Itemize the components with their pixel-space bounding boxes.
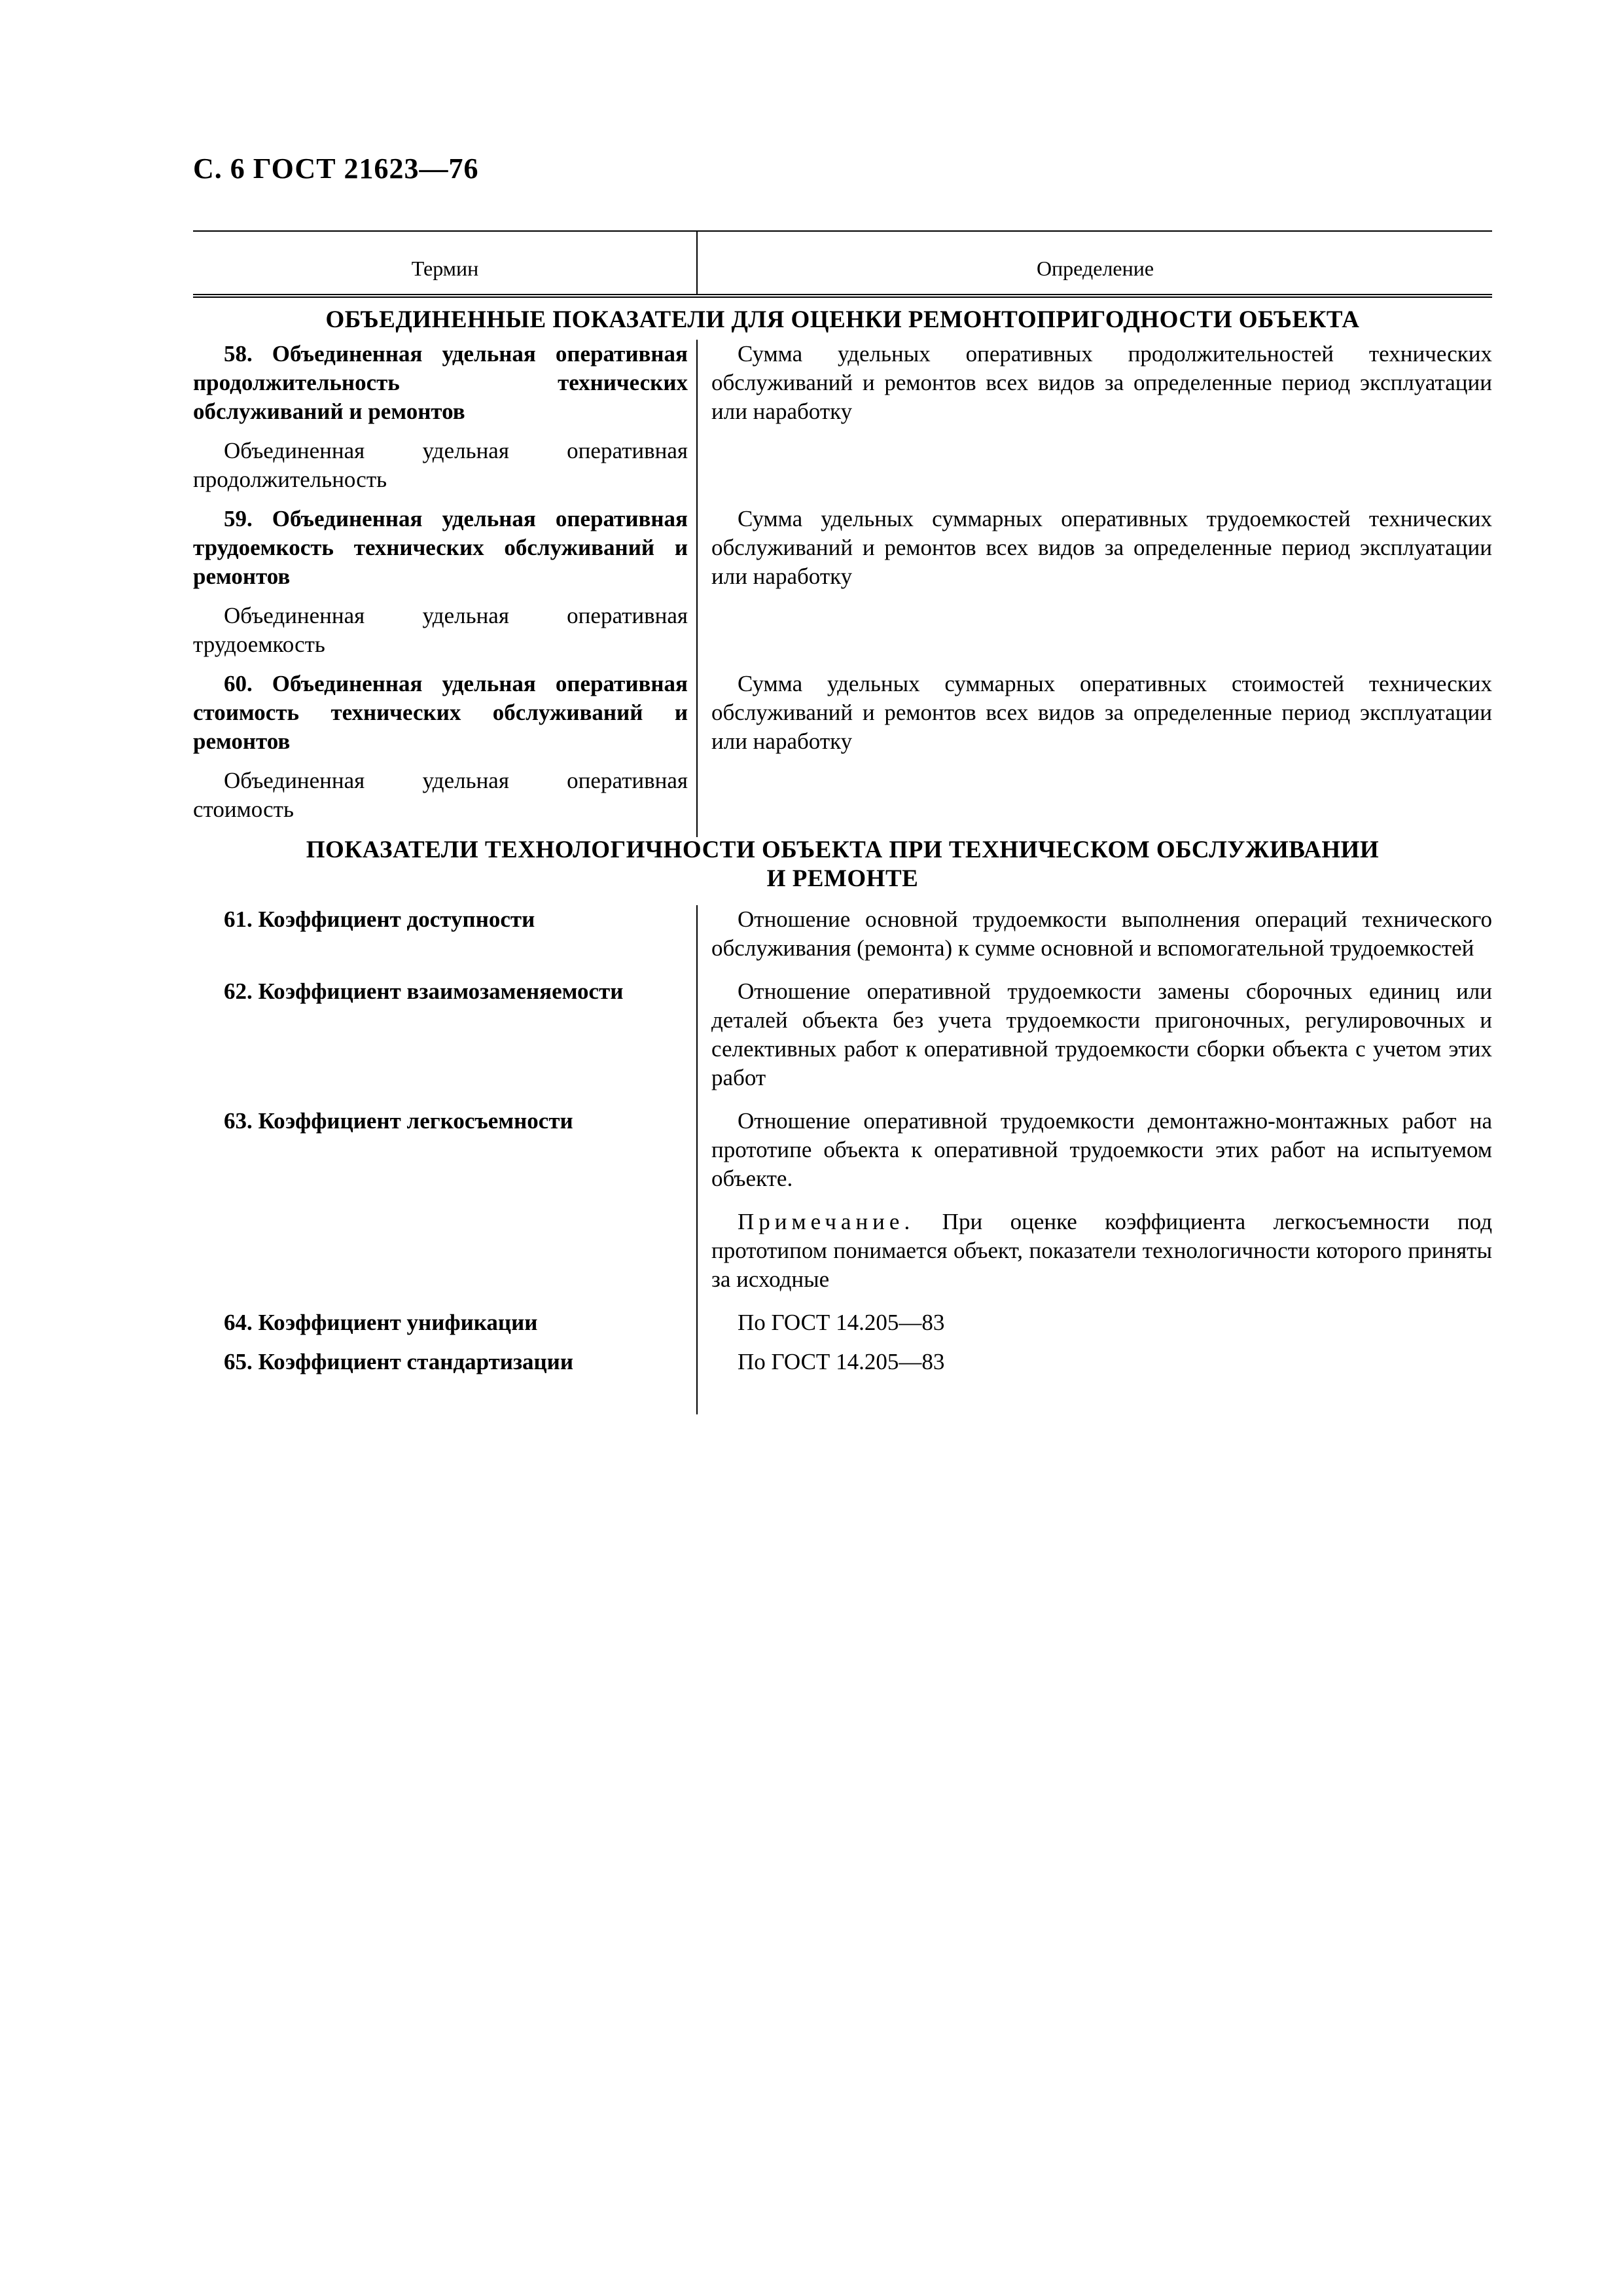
section-title-1: ОБЪЕДИНЕННЫЕ ПОКАЗАТЕЛИ ДЛЯ ОЦЕНКИ РЕМОНТОПРИГОДНОСТИ ОБЪЕКТА	[325, 306, 1360, 333]
note-text: При оценке коэффициента легкосъемности под прототипом понимается объект, показатели технологичности которого приняты за исходные	[711, 1209, 1493, 1292]
table-row	[193, 766, 1492, 824]
note-label: Примечание.	[738, 1209, 915, 1234]
definition-59: Сумма удельных суммарных оперативных трудоемкостей технических обслуживаний и ремонтов всех видов за определенные период эксплуатации или наработку	[711, 506, 1492, 589]
definition-63: Отношение оперативной трудоемкости демонтажно-монтажных работ на прототипе объекта к оперативной трудоемкости этих работ на испытуемом объекте.	[711, 1108, 1492, 1191]
column-divider	[696, 340, 698, 837]
table-row	[193, 1308, 1492, 1337]
term-58: 58. Объединенная удельная оперативная продолжительность технических обслуживаний и ремонтов	[193, 341, 688, 424]
terms-table	[193, 230, 1492, 1376]
term-64: 64. Коэффициент унификации	[224, 1310, 538, 1335]
short-term-59: Объединенная удельная оперативная трудоемкость	[193, 603, 688, 657]
term-61: 61. Коэффициент доступности	[224, 906, 535, 932]
definition-62: Отношение оперативной трудоемкости замены сборочных единиц или деталей объекта без учета трудоемкости пригоночных, регулировочных и селективных работ к оперативной трудоемкости сборки объекта с учетом этих работ	[711, 978, 1492, 1090]
term-62: 62. Коэффициент взаимозаменяемости	[224, 978, 624, 1004]
section-1-body	[193, 340, 1492, 824]
table-row	[193, 1208, 1492, 1294]
table-row	[193, 601, 1492, 659]
definition-64: По ГОСТ 14.205—83	[738, 1310, 945, 1335]
section-title-2-line-2: И РЕМОНТЕ	[766, 865, 919, 892]
table-row	[193, 1107, 1492, 1193]
column-header-definition: Определение	[1036, 257, 1154, 280]
table-row	[193, 905, 1492, 963]
definition-65: По ГОСТ 14.205—83	[738, 1349, 945, 1374]
section-2-body	[193, 905, 1492, 1376]
definition-61: Отношение основной трудоемкости выполнения операций технического обслуживания (ремонта) к сумме основной и вспомогательной трудоемкостей	[711, 906, 1492, 961]
table-row	[193, 505, 1492, 591]
note-63	[697, 1208, 1492, 1294]
table-row	[193, 670, 1492, 756]
definition-58: Сумма удельных оперативных продолжительностей технических обслуживаний и ремонтов всех видов за определенные период эксплуатации или наработку	[711, 341, 1492, 424]
short-term-60: Объединенная удельная оперативная стоимость	[193, 768, 688, 822]
table-row	[193, 437, 1492, 494]
table-row	[193, 977, 1492, 1092]
short-term-58: Объединенная удельная оперативная продолжительность	[193, 438, 688, 492]
table-header	[193, 230, 1492, 298]
column-divider	[696, 905, 698, 1414]
page-header: С. 6 ГОСТ 21623—76	[193, 152, 479, 185]
term-60: 60. Объединенная удельная оперативная стоимость технических обслуживаний и ремонтов	[193, 671, 688, 754]
section-title-2-line-1: ПОКАЗАТЕЛИ ТЕХНОЛОГИЧНОСТИ ОБЪЕКТА ПРИ ТЕХНИЧЕСКОМ ОБСЛУЖИВАНИИ	[306, 836, 1380, 863]
column-header-term: Термин	[411, 257, 479, 280]
definition-60: Сумма удельных суммарных оперативных стоимостей технических обслуживаний и ремонтов всех видов за определенные период эксплуатации или наработку	[711, 671, 1492, 754]
term-59: 59. Объединенная удельная оперативная трудоемкость технических обслуживаний и ремонтов	[193, 506, 688, 589]
term-65: 65. Коэффициент стандартизации	[224, 1349, 574, 1374]
section-title-2	[193, 836, 1492, 893]
table-row	[193, 340, 1492, 426]
table-row	[193, 1348, 1492, 1376]
term-63: 63. Коэффициент легкосъемности	[224, 1108, 573, 1134]
